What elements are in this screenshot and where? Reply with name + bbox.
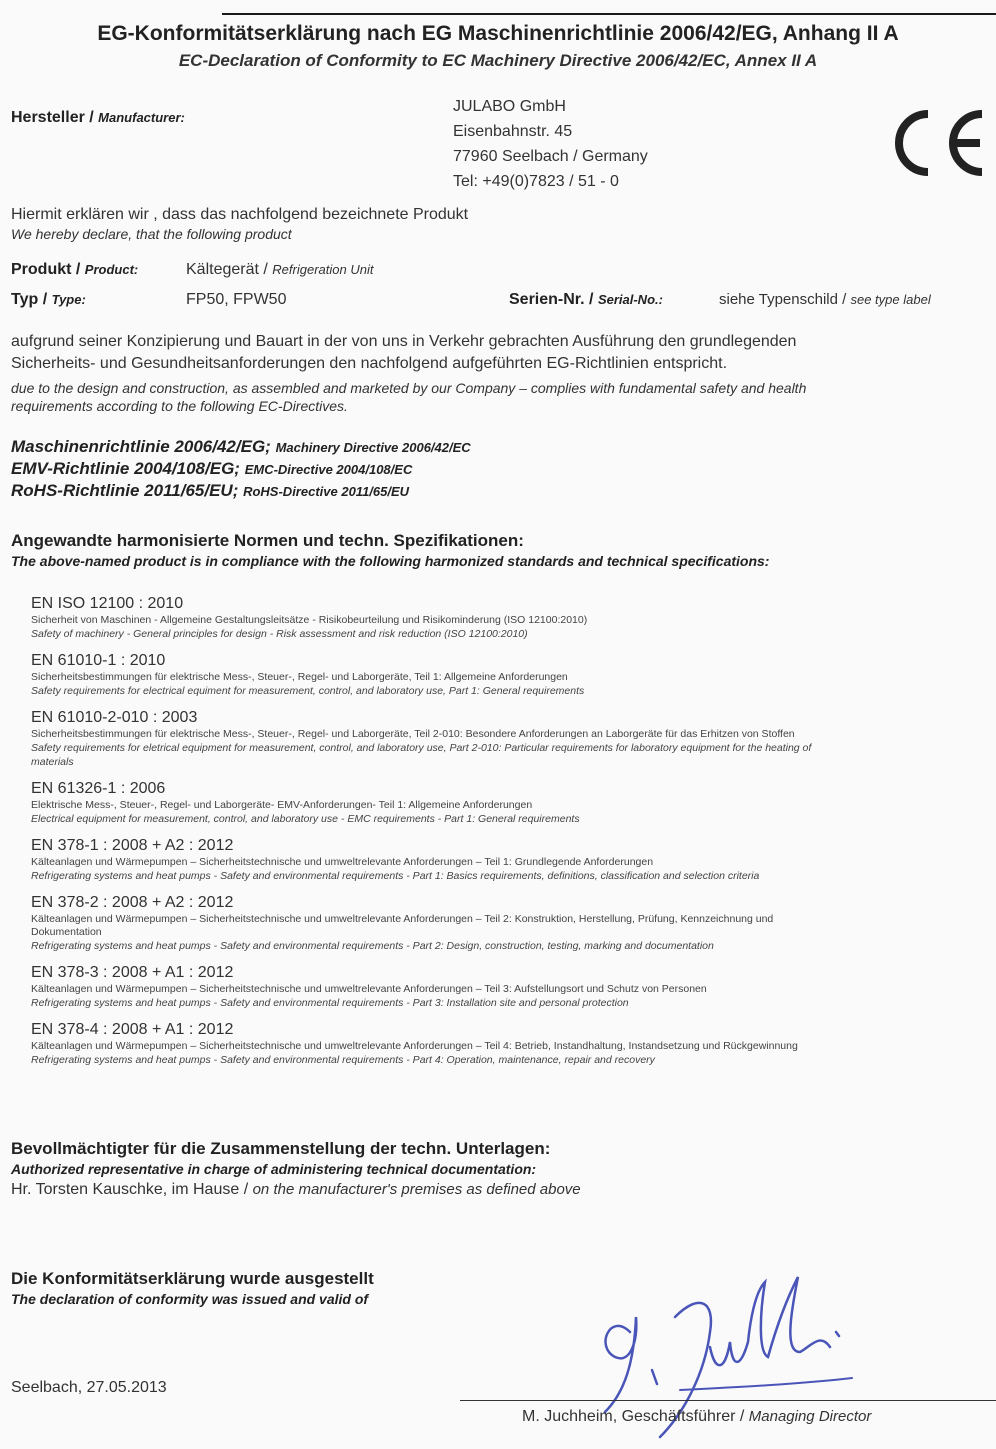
declare-english: We hereby declare, that the following product	[11, 226, 292, 242]
standard-desc-de: Kälteanlagen und Wärmepumpen – Sicherheitstechnische und umweltrelevante Anforderungen – Teil 3: Aufstellungsort und Schutz von Personen	[31, 983, 707, 995]
serial-label-de: Serien-Nr. /	[509, 291, 594, 308]
compliance-de-line1: aufgrund seiner Konzipierung und Bauart in der von uns in Verkehr gebrachten Ausführung den grundlegenden	[11, 333, 797, 350]
manufacturer-label-de: Hersteller /	[11, 109, 94, 126]
serial-value-de: siehe Typenschild /	[719, 291, 847, 308]
authorized-name-de: Hr. Torsten Kauschke, im Hause /	[11, 1181, 249, 1198]
standard-desc-de-cont: Dokumentation	[31, 926, 102, 938]
compliance-de-line2: Sicherheits- und Gesundheitsanforderungen den nachfolgend aufgeführten EG-Richtlinien entspricht.	[11, 355, 728, 372]
standard-desc-en: Electrical equipment for measurement, control, and laboratory use - EMC requirements - Part 1: General requirements	[31, 813, 580, 825]
directive-emc-en: EMC-Directive 2004/108/EC	[244, 462, 413, 477]
directive-machinery-en: Machinery Directive 2006/42/EC	[275, 440, 471, 455]
authorized-heading-de: Bevollmächtigter für die Zusammenstellung der techn. Unterlagen:	[11, 1139, 551, 1158]
standards-heading-de: Angewandte harmonisierte Normen und techn. Spezifikationen:	[11, 531, 524, 550]
standard-desc-en: Safety of machinery - General principles for design - Risk assessment and risk reduction (ISO 12100:2010)	[31, 628, 528, 640]
standard-code: EN 61010-2-010 : 2003	[31, 709, 198, 726]
standard-code: EN 378-4 : 2008 + A1 : 2012	[31, 1021, 234, 1038]
directive-emc-de: EMV-Richtlinie 2004/108/EG;	[11, 459, 240, 478]
manufacturer-street: Eisenbahnstr. 45	[453, 123, 573, 140]
standard-desc-en: Safety requirements for electrical equiment for measurement, control, and laboratory use, Part 1: General requirements	[31, 685, 585, 697]
standard-desc-en: Refrigerating systems and heat pumps - Safety and environmental requirements - Part 1: Basics requirements, definitions, classification and selection criteria	[31, 870, 760, 882]
ce-mark-icon	[888, 108, 988, 178]
standard-desc-de: Kälteanlagen und Wärmepumpen – Sicherheitstechnische und umweltrelevante Anforderungen – Teil 4: Betrieb, Instandhaltung, Instandsetzung und Rückgewinnung	[31, 1040, 798, 1052]
manufacturer-name: JULABO GmbH	[453, 98, 566, 115]
serial-label-en: Serial-No.:	[597, 292, 663, 307]
product-value	[186, 261, 373, 279]
directive-rohs-de: RoHS-Richtlinie 2011/65/EU;	[11, 481, 239, 500]
declare-german: Hiermit erklären wir , dass das nachfolgend bezeichnete Produkt	[11, 206, 469, 223]
directive-rohs	[11, 481, 409, 501]
standard-code: EN 61010-1 : 2010	[31, 652, 166, 669]
serial-value-en: see type label	[850, 292, 931, 307]
standard-code: EN 61326-1 : 2006	[31, 780, 166, 797]
type-label	[11, 291, 86, 309]
manufacturer-label	[11, 109, 185, 127]
standard-code: EN 378-2 : 2008 + A2 : 2012	[31, 894, 234, 911]
directive-rohs-en: RoHS-Directive 2011/65/EU	[243, 484, 410, 499]
standard-desc-en: Refrigerating systems and heat pumps - Safety and environmental requirements - Part 2: Design, construction, testing, marking and documentation	[31, 940, 714, 952]
product-label-en: Product:	[84, 262, 139, 277]
standard-desc-de: Sicherheit von Maschinen - Allgemeine Gestaltungsleitsätze - Risikobeurteilung und Risikominderung (ISO 12100:2010)	[31, 614, 588, 626]
compliance-en-line2: requirements according to the following EC-Directives.	[11, 398, 348, 414]
standard-desc-de: Sicherheitsbestimmungen für elektrische Mess-, Steuer-, Regel- und Laborgeräte, Teil 2-010: Besondere Anforderungen an Laborgeräte für das Erhitzen von Stoffen	[31, 728, 795, 740]
signatory	[522, 1408, 871, 1426]
signature-line	[460, 1400, 996, 1401]
signatory-title: Managing Director	[748, 1408, 872, 1425]
directive-emc	[11, 459, 412, 479]
title-german: EG-Konformitätserklärung nach EG Maschinenrichtlinie 2006/42/EG, Anhang II A	[97, 22, 899, 45]
issued-heading-en: The declaration of conformity was issued and valid of	[11, 1291, 369, 1307]
serial-label	[509, 291, 663, 309]
product-label	[11, 261, 138, 279]
title-english: EC-Declaration of Conformity to EC Machinery Directive 2006/42/EC, Annex II A	[178, 51, 818, 70]
standard-desc-en: Refrigerating systems and heat pumps - Safety and environmental requirements - Part 3: Installation site and personal protection	[31, 997, 629, 1009]
standard-code: EN 378-1 : 2008 + A2 : 2012	[31, 837, 234, 854]
standard-desc-en: Safety requirements for eletrical equipment for measurement, control, and laboratory use, Part 2-010: Particular requirements for laboratory equipment for the heating of	[31, 742, 812, 754]
type-value: FP50, FPW50	[186, 291, 287, 308]
standards-heading-en: The above-named product is in compliance with the following harmonized standards and technical specifications:	[11, 553, 770, 569]
signatory-name: M. Juchheim, Geschäftsführer /	[522, 1408, 745, 1425]
standard-code: EN 378-3 : 2008 + A1 : 2012	[31, 964, 234, 981]
authorized-heading-en: Authorized representative in charge of administering technical documentation:	[11, 1161, 537, 1177]
manufacturer-tel: Tel: +49(0)7823 / 51 - 0	[453, 173, 619, 190]
issued-heading-de: Die Konformitätserklärung wurde ausgestellt	[11, 1269, 374, 1288]
place-date: Seelbach, 27.05.2013	[11, 1379, 167, 1396]
serial-value	[719, 291, 931, 308]
standard-desc-en: Refrigerating systems and heat pumps - Safety and environmental requirements - Part 4: Operation, maintenance, repair and recovery	[31, 1054, 655, 1066]
product-label-de: Produkt /	[11, 261, 81, 278]
type-label-de: Typ /	[11, 291, 48, 308]
standard-desc-de: Sicherheitsbestimmungen für elektrische Mess-, Steuer-, Regel- und Laborgeräte, Teil 1: Allgemeine Anforderungen	[31, 671, 568, 683]
standard-desc-de: Kälteanlagen und Wärmepumpen – Sicherheitstechnische und umweltrelevante Anforderungen – Teil 1: Grundlegende Anforderungen	[31, 856, 654, 868]
product-value-en: Refrigeration Unit	[272, 262, 374, 277]
product-value-de: Kältegerät /	[186, 261, 268, 278]
standard-desc-en-cont: materials	[31, 756, 74, 768]
authorized-name	[11, 1181, 581, 1199]
authorized-name-en: on the manufacturer's premises as defined above	[252, 1181, 581, 1198]
compliance-en-line1: due to the design and construction, as assembled and marketed by our Company – complies with fundamental safety and health	[11, 380, 807, 396]
type-label-en: Type:	[51, 292, 86, 307]
standard-desc-de: Kälteanlagen und Wärmepumpen – Sicherheitstechnische und umweltrelevante Anforderungen – Teil 2: Konstruktion, Herstellung, Prüfung, Kennzeichnung und	[31, 913, 774, 925]
top-rule	[222, 13, 996, 15]
manufacturer-label-en: Manufacturer:	[98, 110, 185, 125]
directive-machinery-de: Maschinenrichtlinie 2006/42/EG;	[11, 437, 271, 456]
manufacturer-city: 77960 Seelbach / Germany	[453, 148, 648, 165]
standard-code: EN ISO 12100 : 2010	[31, 595, 184, 612]
directive-machinery	[11, 437, 471, 457]
standard-desc-de: Elektrische Mess-, Steuer-, Regel- und Laborgeräte- EMV-Anforderungen- Teil 1: Allgemeine Anforderungen	[31, 799, 533, 811]
